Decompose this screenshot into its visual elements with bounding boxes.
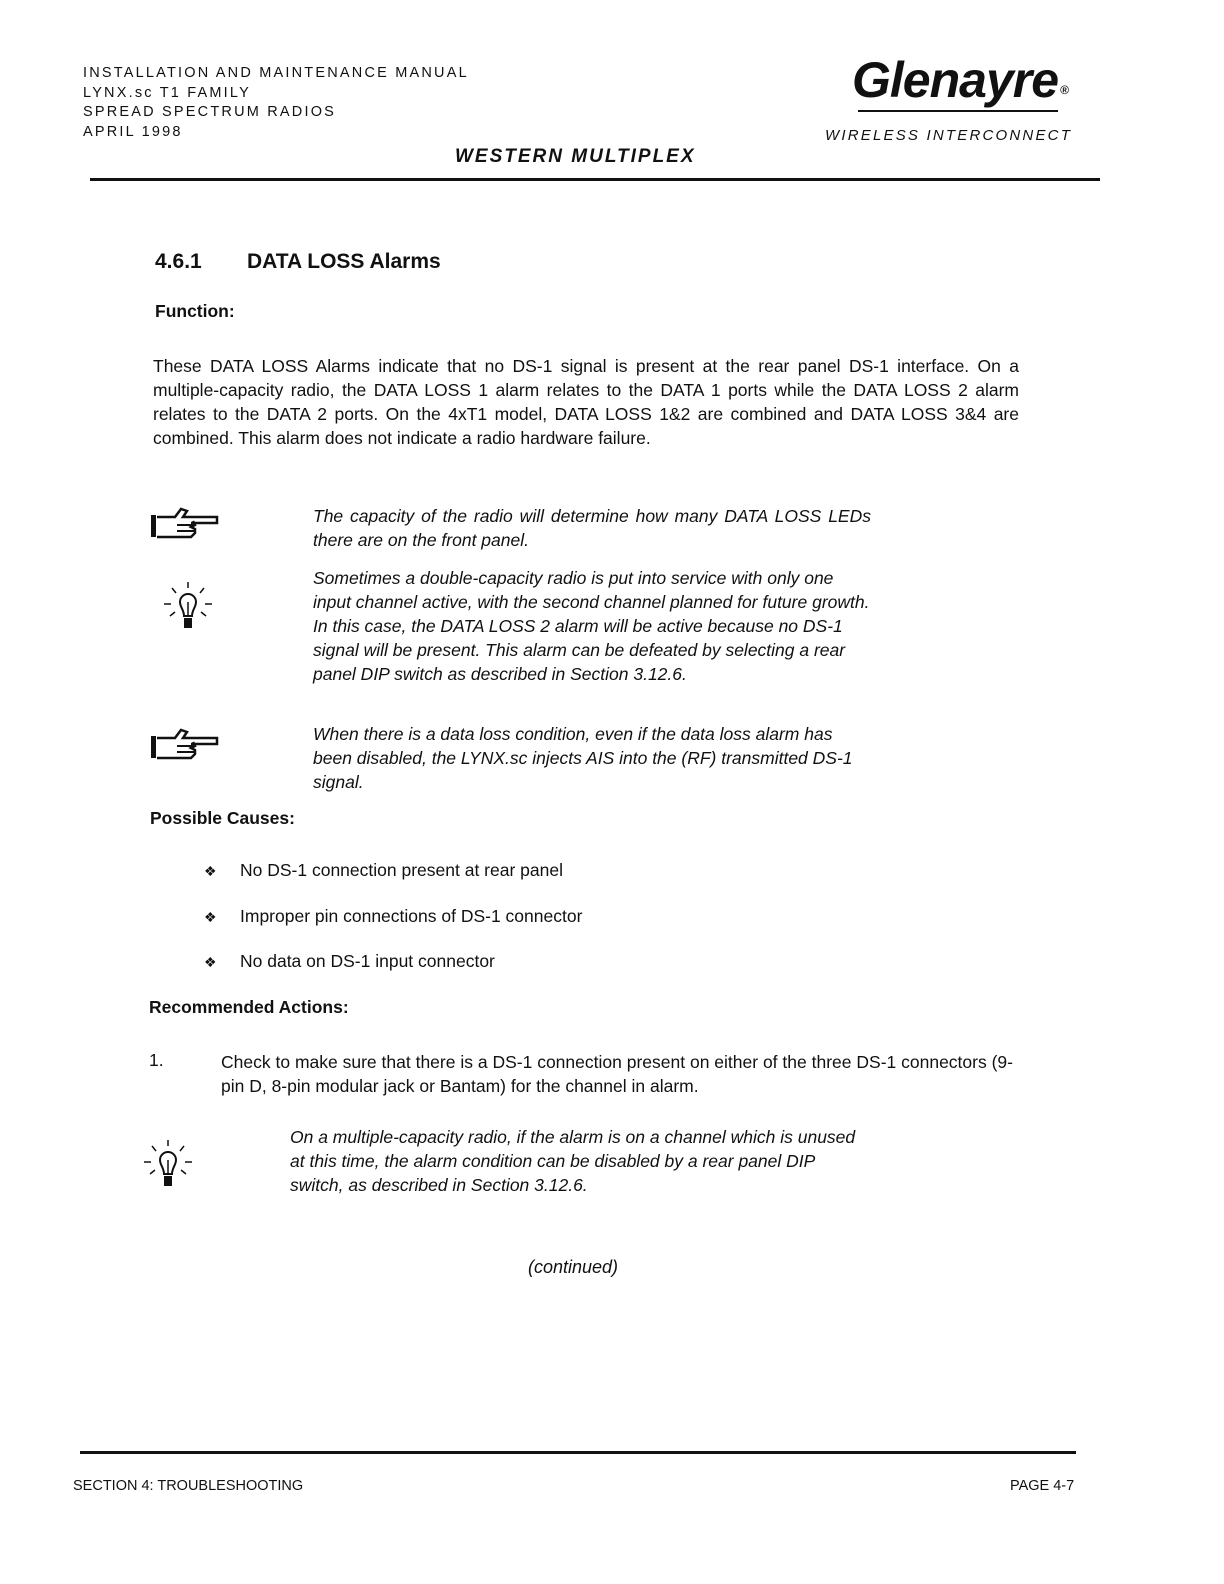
- company-logo: [852, 52, 1068, 108]
- division-name: WESTERN MULTIPLEX: [455, 146, 696, 167]
- header-divider: [90, 178, 1100, 181]
- pointing-hand-icon: [147, 722, 219, 770]
- list-item: ❖ Improper pin connections of DS-1 connector: [204, 906, 583, 926]
- bullet-icon: ❖: [204, 954, 217, 970]
- manual-title: INSTALLATION AND MAINTENANCE MANUAL: [83, 65, 469, 81]
- logo-text: Glenayre: [852, 52, 1059, 108]
- list-item: ❖ No DS-1 connection present at rear panel: [204, 860, 563, 880]
- product-family: LYNX.sc T1 FAMILY: [83, 84, 251, 101]
- pointing-hand-icon: [147, 501, 219, 549]
- registered-mark: ®: [1060, 83, 1068, 97]
- note-text: When there is a data loss condition, even if the data loss alarm has been disabled, the LYNX.sc injects AIS into the (RF) transmitted DS-1 signal.: [313, 724, 853, 792]
- recommended-actions-heading: Recommended Actions:: [149, 997, 349, 1017]
- function-paragraph: These DATA LOSS Alarms indicate that no DS-1 signal is present at the rear panel DS-1 interface. On a multiple-capacity radio, the DATA LOSS 1 alarm relates to the DATA 1 ports while the DATA LOSS 2 alarm relates to the DATA 2 ports. On the 4xT1 model, DATA LOSS 1&2 are combined and DATA LOSS 3&4 are combined. This alarm does not indicate a radio hardware failure.: [153, 356, 1019, 448]
- lightbulb-icon: [140, 1138, 196, 1194]
- page-number: PAGE 4-7: [1010, 1478, 1075, 1494]
- product-type: SPREAD SPECTRUM RADIOS: [83, 104, 337, 120]
- document-header: [83, 64, 469, 142]
- bullet-icon: ❖: [204, 863, 217, 879]
- possible-causes-heading: Possible Causes:: [150, 808, 295, 828]
- note-text: On a multiple-capacity radio, if the alarm is on a channel which is unused at this time, the alarm condition can be disabled by a rear panel DIP switch, as described in Section 3.12.6.: [290, 1127, 856, 1195]
- publication-date: APRIL 1998: [83, 123, 183, 140]
- note-text: The capacity of the radio will determine how many DATA LOSS LEDs there are on the front panel.: [313, 506, 871, 550]
- lightbulb-icon: [160, 580, 216, 636]
- section-title: DATA LOSS Alarms: [247, 250, 441, 273]
- footer-divider: [80, 1451, 1076, 1454]
- section-number: 4.6.1: [155, 250, 202, 273]
- continued-label: (continued): [528, 1257, 619, 1277]
- logo-underline: [858, 110, 1058, 112]
- note-text: Sometimes a double-capacity radio is put into service with only one input channel active, with the second channel planned for future growth. In this case, the DATA LOSS 2 alarm will be active because no DS-1 signal will be present. This alarm can be defeated by selecting a rear panel DIP switch as described in Section 3.12.6.: [313, 568, 870, 684]
- company-tagline: WIRELESS INTERCONNECT: [825, 127, 1073, 144]
- footer-section: SECTION 4: TROUBLESHOOTING: [73, 1478, 304, 1494]
- step-number: 1.: [149, 1050, 164, 1070]
- list-item: ❖ No data on DS-1 input connector: [204, 951, 495, 971]
- bullet-icon: ❖: [204, 909, 217, 925]
- function-heading: Function:: [155, 301, 235, 321]
- step-text: Check to make sure that there is a DS-1 connection present on either of the three DS-1 connectors (9-pin D, 8-pin modular jack or Bantam) for the channel in alarm.: [221, 1052, 1013, 1096]
